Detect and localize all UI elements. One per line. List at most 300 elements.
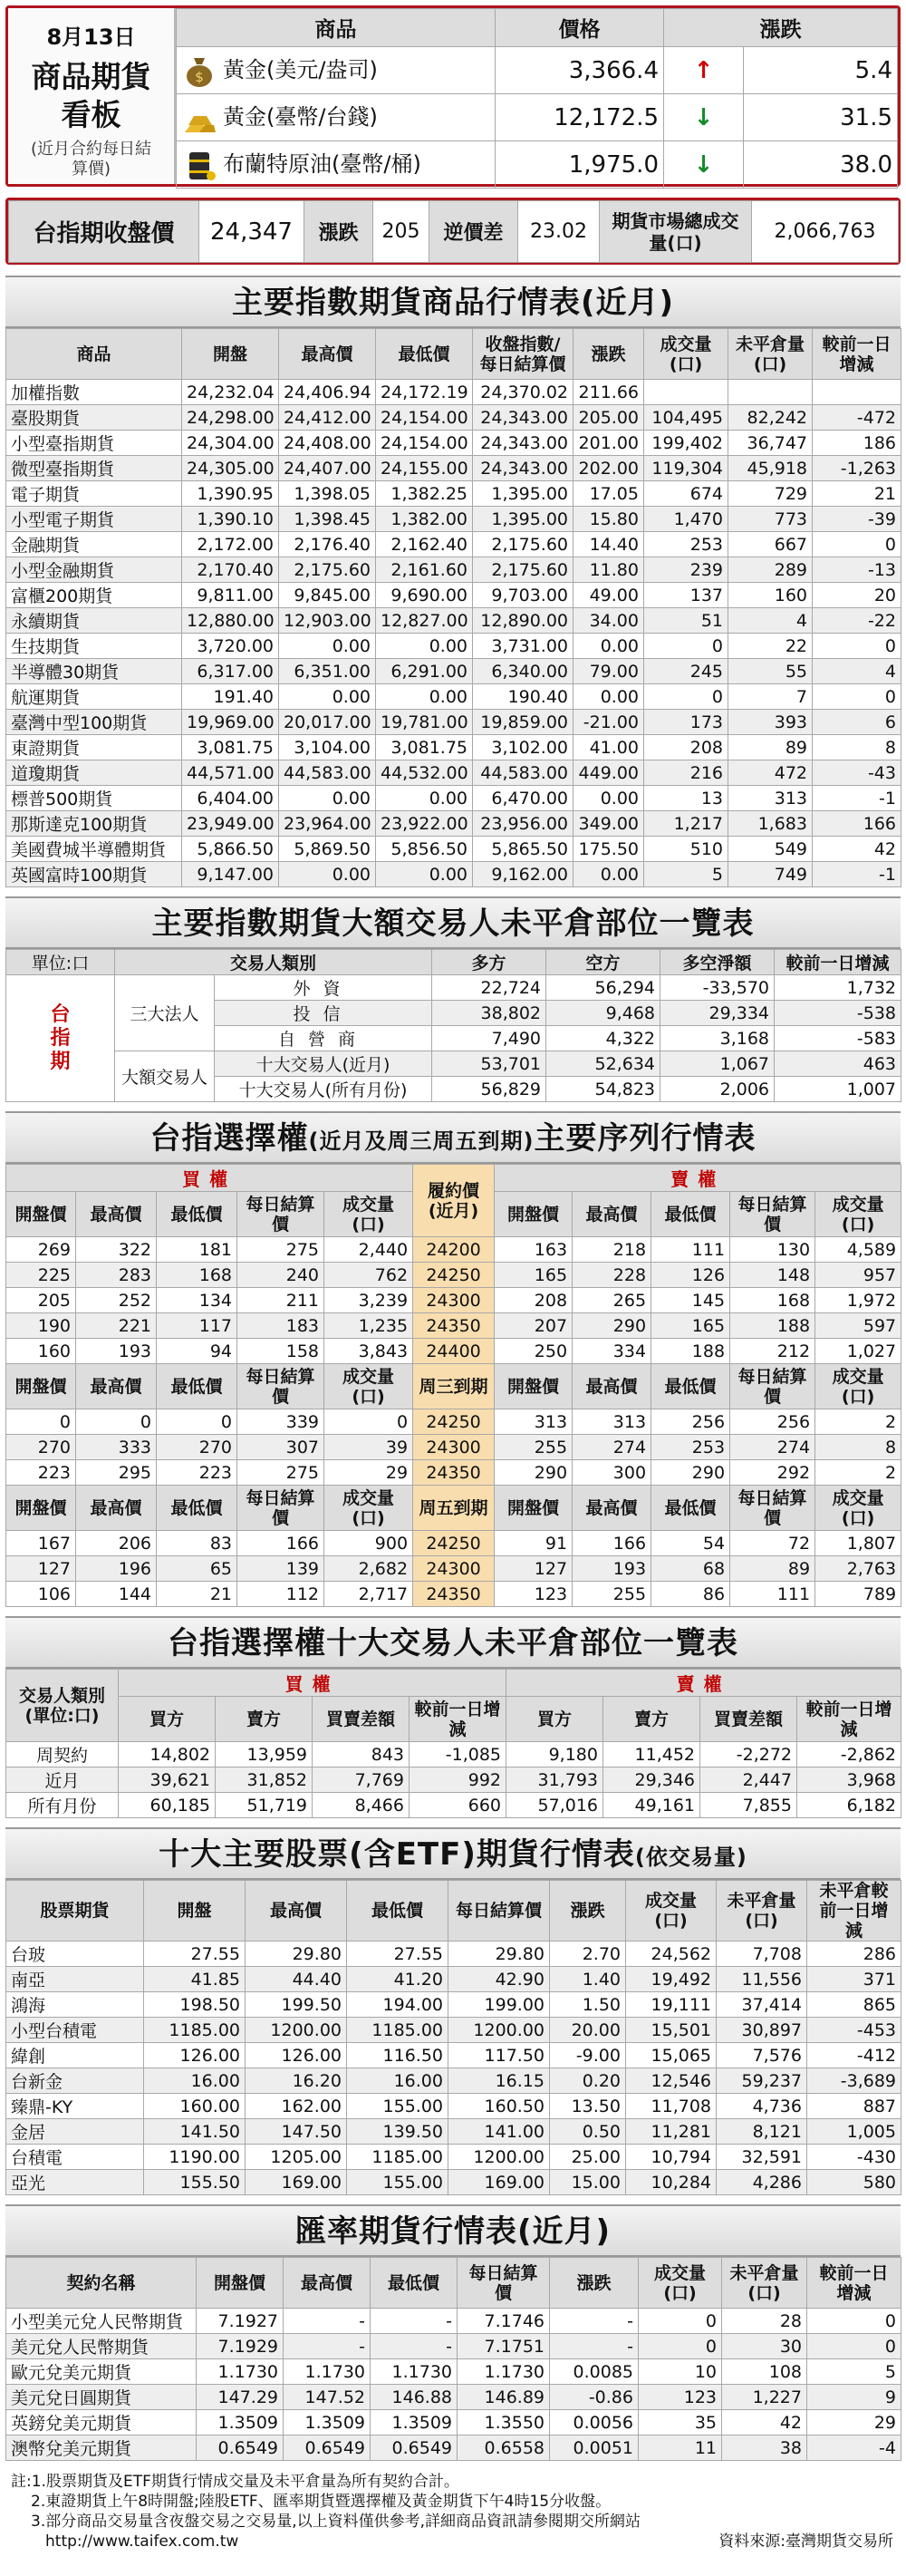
cell-value: 3,081.75 bbox=[182, 735, 279, 760]
col-header: 最低價 bbox=[371, 2258, 458, 2309]
row-label: 美元兌日圓期貨 bbox=[6, 2385, 197, 2410]
cell-value: 16.20 bbox=[246, 2068, 347, 2094]
cell-value: 1200.00 bbox=[448, 2145, 550, 2170]
cell-value: 31,793 bbox=[506, 1767, 603, 1793]
cell-value: 44,583.00 bbox=[473, 760, 573, 786]
cell-value: 4 bbox=[813, 659, 901, 684]
cell-value: 2 bbox=[815, 1460, 901, 1486]
cell-value: 11,452 bbox=[603, 1742, 700, 1767]
cell-value: 580 bbox=[807, 2170, 901, 2195]
cell-value: 29,334 bbox=[660, 1001, 775, 1026]
table-row bbox=[6, 405, 901, 431]
cell-value: 9,147.00 bbox=[182, 862, 279, 887]
col-header: 較前一日增減 bbox=[813, 329, 901, 380]
col-header: 每日結算價 bbox=[730, 1486, 815, 1531]
cell-value: 0.00 bbox=[376, 786, 473, 811]
cell-value: 269 bbox=[6, 1237, 76, 1263]
cell-value: 20,017.00 bbox=[279, 710, 376, 735]
svg-text:$: $ bbox=[195, 69, 204, 85]
strike-price: 24300 bbox=[413, 1556, 495, 1582]
cell-value: 4,286 bbox=[717, 2170, 807, 2195]
strike-price: 24300 bbox=[413, 1435, 495, 1460]
row-label: 台積電 bbox=[6, 2145, 144, 2170]
cell-value: -4 bbox=[807, 2436, 901, 2461]
cell-value: 126.00 bbox=[246, 2043, 347, 2068]
col-header: 較前一日增減 bbox=[807, 2258, 901, 2309]
cell-value: 205.00 bbox=[573, 405, 644, 431]
cell-value: 256 bbox=[730, 1409, 815, 1435]
cell-value: 45,918 bbox=[728, 456, 813, 481]
row-label: 富櫃200期貨 bbox=[6, 583, 182, 608]
table-row bbox=[6, 1339, 901, 1364]
row-label: 投信 bbox=[215, 1001, 432, 1026]
cell-value: 12,903.00 bbox=[279, 608, 376, 634]
options-series-table bbox=[5, 1164, 901, 1607]
cell-value: 123 bbox=[639, 2385, 722, 2410]
row-label: 南亞 bbox=[6, 1967, 144, 1992]
table-row bbox=[6, 2145, 901, 2170]
cell-value: 24,305.00 bbox=[182, 456, 279, 481]
expiry-header: 周五到期 bbox=[413, 1486, 495, 1531]
cell-value: 54 bbox=[651, 1531, 730, 1556]
large-trader-futures-title: 主要指數期貨大額交易人未平倉部位一覽表 bbox=[5, 896, 901, 949]
col-header: 每日結算價 bbox=[448, 1881, 550, 1942]
cell-value: 168 bbox=[157, 1263, 237, 1288]
col-header: 收盤指數/每日結算價 bbox=[473, 329, 573, 380]
cell-value: -2,272 bbox=[700, 1742, 797, 1767]
cell-value: 106 bbox=[6, 1582, 76, 1607]
cell-value: 0.00 bbox=[376, 634, 473, 659]
table-row bbox=[6, 760, 901, 786]
cell-value: 510 bbox=[644, 837, 728, 862]
cell-value bbox=[728, 380, 813, 405]
col-header: 賣方 bbox=[216, 1697, 313, 1742]
cell-value: 117.50 bbox=[448, 2043, 550, 2068]
cell-value: 349.00 bbox=[573, 811, 644, 837]
cell-value: -583 bbox=[775, 1026, 901, 1051]
cell-value: 5,866.50 bbox=[182, 837, 279, 862]
table-row bbox=[6, 1237, 901, 1263]
cell-value: 12,546 bbox=[626, 2068, 717, 2094]
cell-value: 79.00 bbox=[573, 659, 644, 684]
index-futures-table bbox=[5, 328, 901, 887]
cell-value: 7.1929 bbox=[197, 2334, 284, 2359]
cell-value: 2,175.60 bbox=[279, 557, 376, 583]
cell-value: 286 bbox=[807, 1942, 901, 1967]
taifex-url: http://www.taifex.com.tw bbox=[45, 2532, 239, 2551]
cell-value: 307 bbox=[237, 1435, 324, 1460]
cell-value: - bbox=[371, 2309, 458, 2334]
cell-value: 1,390.10 bbox=[182, 507, 279, 532]
stock-futures-table bbox=[5, 1880, 901, 2195]
cell-value: 111 bbox=[730, 1582, 815, 1607]
cell-value: -1,263 bbox=[813, 456, 901, 481]
cell-value: 11,281 bbox=[626, 2119, 717, 2145]
table-row bbox=[6, 811, 901, 837]
cell-value: 773 bbox=[728, 507, 813, 532]
cell-value: 1,398.05 bbox=[279, 481, 376, 507]
cell-value: 0 bbox=[813, 684, 901, 710]
cell-value: 10,794 bbox=[626, 2145, 717, 2170]
cell-value: 0.0056 bbox=[550, 2410, 639, 2436]
row-label: 美國費城半導體期貨 bbox=[6, 837, 182, 862]
fx-futures-title: 匯率期貨行情表(近月) bbox=[5, 2204, 901, 2257]
cell-value: 207 bbox=[495, 1313, 573, 1339]
row-label: 永續期貨 bbox=[6, 608, 182, 634]
cell-value: 1,217 bbox=[644, 811, 728, 837]
cell-value: 289 bbox=[728, 557, 813, 583]
cell-value: 148 bbox=[730, 1263, 815, 1288]
cell-value: 199,402 bbox=[644, 431, 728, 456]
cell-value: - bbox=[550, 2309, 639, 2334]
cell-value: 7,769 bbox=[313, 1767, 410, 1793]
gold-bar-icon bbox=[181, 100, 217, 136]
cell-value: 1,398.45 bbox=[279, 507, 376, 532]
cell-value: 295 bbox=[76, 1460, 157, 1486]
cell-value: 20 bbox=[813, 583, 901, 608]
row-label: 微型臺指期貨 bbox=[6, 456, 182, 481]
table-row bbox=[6, 507, 901, 532]
cell-value: 1.50 bbox=[550, 1992, 626, 2018]
col-header: 開盤價 bbox=[495, 1364, 573, 1409]
cell-value: -1 bbox=[813, 862, 901, 887]
arrow-up-icon: ↑ bbox=[664, 47, 744, 94]
cell-value: 9,690.00 bbox=[376, 583, 473, 608]
cell-value: 196 bbox=[76, 1556, 157, 1582]
cell-value: -21.00 bbox=[573, 710, 644, 735]
cell-value: 1.1730 bbox=[371, 2359, 458, 2385]
cell-value: 25.00 bbox=[550, 2145, 626, 2170]
row-label: 澳幣兌美元期貨 bbox=[6, 2436, 197, 2461]
cell-value: 212 bbox=[730, 1339, 815, 1364]
cell-value: 29 bbox=[807, 2410, 901, 2436]
cell-value: 1,807 bbox=[815, 1531, 901, 1556]
table-row bbox=[6, 2119, 901, 2145]
commodity-change: 38.0 bbox=[744, 141, 898, 189]
cell-value: 59,237 bbox=[717, 2068, 807, 2094]
cell-value: 2,175.60 bbox=[473, 557, 573, 583]
col-header: 未平倉量(口) bbox=[728, 329, 813, 380]
row-label: 外資 bbox=[215, 975, 432, 1001]
cell-value: 1,007 bbox=[775, 1077, 901, 1102]
group-label: 大額交易人 bbox=[115, 1051, 215, 1102]
cell-value: 37,414 bbox=[717, 1992, 807, 2018]
cell-value: 86 bbox=[651, 1582, 730, 1607]
cell-value: 13.50 bbox=[550, 2094, 626, 2119]
cell-value: 21 bbox=[813, 481, 901, 507]
row-label: 亞光 bbox=[6, 2170, 144, 2195]
cell-value: 34.00 bbox=[573, 608, 644, 634]
cell-value: 0.6549 bbox=[284, 2436, 371, 2461]
cell-value: 24,343.00 bbox=[473, 405, 573, 431]
cell-value: 11 bbox=[639, 2436, 722, 2461]
cell-value: 2,717 bbox=[324, 1582, 413, 1607]
cell-value: 255 bbox=[495, 1435, 573, 1460]
row-label: 歐元兌美元期貨 bbox=[6, 2359, 197, 2385]
cell-value: 42.90 bbox=[448, 1967, 550, 1992]
cell-value: 17.05 bbox=[573, 481, 644, 507]
cell-value: 0 bbox=[644, 634, 728, 659]
cell-value: 29 bbox=[324, 1460, 413, 1486]
options-title-main: 台指選擇權 bbox=[149, 1120, 309, 1157]
cell-value: -43 bbox=[813, 760, 901, 786]
cell-value: -13 bbox=[813, 557, 901, 583]
cell-value: 5 bbox=[807, 2359, 901, 2385]
cell-value: 957 bbox=[815, 1263, 901, 1288]
table-row bbox=[6, 1742, 901, 1767]
cell-value: 5,865.50 bbox=[473, 837, 573, 862]
cell-value: 27.55 bbox=[144, 1942, 246, 1967]
options-large-trader-title: 台指選擇權十大交易人未平倉部位一覽表 bbox=[5, 1616, 901, 1669]
cell-value: 0.00 bbox=[279, 786, 376, 811]
table-row bbox=[6, 1992, 901, 2018]
col-header: 漲跌 bbox=[573, 329, 644, 380]
cell-value: 15.80 bbox=[573, 507, 644, 532]
stock-title-main: 十大主要股票(含ETF)期貨行情表 bbox=[159, 1836, 635, 1873]
cell-value: 252 bbox=[76, 1288, 157, 1313]
cell-value: 228 bbox=[573, 1263, 651, 1288]
col-header: 開盤 bbox=[182, 329, 279, 380]
cell-value: -9.00 bbox=[550, 2043, 626, 2068]
table-row bbox=[6, 862, 901, 887]
cell-value: 2,447 bbox=[700, 1767, 797, 1793]
col-header: 股票期貨 bbox=[6, 1881, 144, 1942]
cell-value: 19,969.00 bbox=[182, 710, 279, 735]
cell-value: 6,470.00 bbox=[473, 786, 573, 811]
table-row bbox=[6, 1313, 901, 1339]
options-title-note: (近月及周三周五到期) bbox=[308, 1128, 535, 1154]
col-header: 成交量(口) bbox=[626, 1881, 717, 1942]
strike-price: 24250 bbox=[413, 1531, 495, 1556]
cell-value: 2,440 bbox=[324, 1237, 413, 1263]
table-row bbox=[6, 1942, 901, 1967]
col-header: 賣方 bbox=[603, 1697, 700, 1742]
cell-value: 762 bbox=[324, 1263, 413, 1288]
cell-value: 22,724 bbox=[432, 975, 546, 1001]
cell-value: 0 bbox=[6, 1409, 76, 1435]
cell-value: 275 bbox=[237, 1460, 324, 1486]
col-header: 每日結算價 bbox=[237, 1364, 324, 1409]
cell-value: 0.20 bbox=[550, 2068, 626, 2094]
cell-value: - bbox=[371, 2334, 458, 2359]
cell-value: 333 bbox=[76, 1435, 157, 1460]
cell-value: 597 bbox=[815, 1313, 901, 1339]
cell-value: 193 bbox=[76, 1339, 157, 1364]
col-header: 成交量(口) bbox=[815, 1364, 901, 1409]
row-label: 小型臺指期貨 bbox=[6, 431, 182, 456]
col-header: 成交量(口) bbox=[324, 1486, 413, 1531]
footnote-2: 2.東證期貨上午8時開盤;陸股ETF、匯率期貨暨選擇權及黃金期貨下午4時15分收盤。 bbox=[31, 2493, 612, 2511]
data-source: 資料來源:臺灣期貨交易所 bbox=[718, 2532, 893, 2551]
cell-value: -1,085 bbox=[410, 1742, 506, 1767]
cell-value: -412 bbox=[807, 2043, 901, 2068]
footnotes bbox=[5, 2472, 901, 2552]
cell-value: 549 bbox=[728, 837, 813, 862]
row-label: 美元兌人民幣期貨 bbox=[6, 2334, 197, 2359]
cell-value: 9,811.00 bbox=[182, 583, 279, 608]
row-label: 電子期貨 bbox=[6, 481, 182, 507]
col-header: 最高價 bbox=[573, 1192, 651, 1237]
cell-value: 253 bbox=[644, 532, 728, 557]
cell-value: 1,382.25 bbox=[376, 481, 473, 507]
cell-value: 275 bbox=[237, 1237, 324, 1263]
cell-value: 198.50 bbox=[144, 1992, 246, 2018]
strike-price: 24350 bbox=[413, 1313, 495, 1339]
cell-value: 992 bbox=[410, 1767, 506, 1793]
cell-value: 53,701 bbox=[432, 1051, 546, 1077]
cell-value: 24,562 bbox=[626, 1942, 717, 1967]
cell-value: 28 bbox=[722, 2309, 807, 2334]
cell-value: 300 bbox=[573, 1460, 651, 1486]
cell-value: 9,845.00 bbox=[279, 583, 376, 608]
cell-value: 19,111 bbox=[626, 1992, 717, 2018]
cell-value: 339 bbox=[237, 1409, 324, 1435]
col-long: 多方 bbox=[432, 950, 546, 975]
cell-value: 155.50 bbox=[144, 2170, 246, 2195]
row-label: 標普500期貨 bbox=[6, 786, 182, 811]
row-label: 生技期貨 bbox=[6, 634, 182, 659]
commodity-price: 3,366.4 bbox=[496, 47, 664, 94]
commodity-table bbox=[176, 8, 898, 189]
footnote-3: 3.部分商品交易量含夜盤交易之交易量,以上資料僅供參考,詳細商品資訊請參閱期交所網站 bbox=[31, 2513, 641, 2531]
cell-value: 674 bbox=[644, 481, 728, 507]
cell-value: 166 bbox=[573, 1531, 651, 1556]
cell-value: 29.80 bbox=[448, 1942, 550, 1967]
cell-value: 292 bbox=[730, 1460, 815, 1486]
cell-value: 3,104.00 bbox=[279, 735, 376, 760]
col-header: 漲跌 bbox=[550, 1881, 626, 1942]
row-label: 東證期貨 bbox=[6, 735, 182, 760]
cell-value: 1,005 bbox=[807, 2119, 901, 2145]
cell-value: 134 bbox=[157, 1288, 237, 1313]
cell-value: 2,176.40 bbox=[279, 532, 376, 557]
cell-value: 0.00 bbox=[573, 786, 644, 811]
cell-value: 8,121 bbox=[717, 2119, 807, 2145]
cell-value: 1205.00 bbox=[246, 2145, 347, 2170]
row-label: 小型金融期貨 bbox=[6, 557, 182, 583]
board-title: 商品期貨看板 bbox=[31, 59, 151, 132]
cell-value: 24,304.00 bbox=[182, 431, 279, 456]
cell-value: 729 bbox=[728, 481, 813, 507]
table-row bbox=[6, 2094, 901, 2119]
cell-value: 117 bbox=[157, 1313, 237, 1339]
large-trader-futures-table bbox=[5, 949, 901, 1102]
col-header: 每日結算價 bbox=[237, 1486, 324, 1531]
cell-value: 15,501 bbox=[626, 2018, 717, 2043]
cell-value: 24,154.00 bbox=[376, 431, 473, 456]
footnote-1: 註:1.股票期貨及ETF期貨行情成交量及未平倉量為所有契約合計。 bbox=[11, 2473, 459, 2491]
col-header: 最低價 bbox=[157, 1192, 237, 1237]
table-row bbox=[6, 1435, 901, 1460]
col-header: 最低價 bbox=[651, 1364, 730, 1409]
cell-value: 2.70 bbox=[550, 1942, 626, 1967]
cell-value: 126.00 bbox=[144, 2043, 246, 2068]
col-header: 最高價 bbox=[76, 1192, 157, 1237]
cell-value: 44,583.00 bbox=[279, 760, 376, 786]
cell-value: 27.55 bbox=[347, 1942, 448, 1967]
commodity-price: 12,172.5 bbox=[496, 94, 664, 141]
cell-value: -538 bbox=[775, 1001, 901, 1026]
cell-value: 137 bbox=[644, 583, 728, 608]
cell-value: 270 bbox=[6, 1435, 76, 1460]
cell-value: 1.1730 bbox=[197, 2359, 284, 2385]
cell-value: -2,862 bbox=[797, 1742, 901, 1767]
col-commodity: 商品 bbox=[177, 9, 496, 47]
cell-value bbox=[813, 380, 901, 405]
row-label: 加權指數 bbox=[6, 380, 182, 405]
cell-value: 221 bbox=[76, 1313, 157, 1339]
cell-value: 0.6558 bbox=[458, 2436, 550, 2461]
row-label: 金融期貨 bbox=[6, 532, 182, 557]
cell-value: 1,227 bbox=[722, 2385, 807, 2410]
cell-value: 130 bbox=[730, 1237, 815, 1263]
cell-value: 2,162.40 bbox=[376, 532, 473, 557]
cell-value: 7 bbox=[728, 684, 813, 710]
commodity-price: 1,975.0 bbox=[496, 141, 664, 189]
cell-value: 6 bbox=[813, 710, 901, 735]
cell-value: 0 bbox=[813, 532, 901, 557]
cell-value: 23,949.00 bbox=[182, 811, 279, 837]
cell-value: 7,708 bbox=[717, 1942, 807, 1967]
cell-value: 0.6549 bbox=[371, 2436, 458, 2461]
cell-value: 4,589 bbox=[815, 1237, 901, 1263]
oil-barrel-icon bbox=[181, 147, 217, 183]
col-header: 開盤價 bbox=[6, 1486, 76, 1531]
cell-value: 24,154.00 bbox=[376, 405, 473, 431]
col-change: 較前一日增減 bbox=[775, 950, 901, 975]
cell-value: 240 bbox=[237, 1263, 324, 1288]
col-header: 每日結算價 bbox=[458, 2258, 550, 2309]
table-row bbox=[6, 659, 901, 684]
cell-value: 290 bbox=[573, 1313, 651, 1339]
cell-value: 188 bbox=[651, 1339, 730, 1364]
cell-value: 68 bbox=[651, 1556, 730, 1582]
col-short: 空方 bbox=[546, 950, 660, 975]
row-label: 台玻 bbox=[6, 1942, 144, 1967]
cell-value: 239 bbox=[644, 557, 728, 583]
cell-value: 51 bbox=[644, 608, 728, 634]
commodity-name: 黃金(臺幣/台錢) bbox=[223, 104, 378, 130]
cell-value: 900 bbox=[324, 1531, 413, 1556]
commodity-name: 黃金(美元/盎司) bbox=[223, 57, 378, 82]
stock-title-note: (依交易量) bbox=[634, 1845, 747, 1870]
col-header: 最低價 bbox=[651, 1486, 730, 1531]
cell-value: 49.00 bbox=[573, 583, 644, 608]
row-label: 道瓊期貨 bbox=[6, 760, 182, 786]
call-header: 買權 bbox=[6, 1165, 413, 1192]
cell-value: 6,317.00 bbox=[182, 659, 279, 684]
table-row bbox=[6, 1051, 901, 1077]
cell-value: -453 bbox=[807, 2018, 901, 2043]
options-series-title bbox=[5, 1111, 901, 1164]
cell-value: 313 bbox=[495, 1409, 573, 1435]
cell-value: 7.1751 bbox=[458, 2334, 550, 2359]
cell-value: 3,968 bbox=[797, 1767, 901, 1793]
cell-value: 36,747 bbox=[728, 431, 813, 456]
cell-value: 9,468 bbox=[546, 1001, 660, 1026]
col-header: 成交量(口) bbox=[815, 1486, 901, 1531]
commodity-board bbox=[5, 5, 901, 187]
col-header: 未平倉較前一日增減 bbox=[807, 1881, 901, 1942]
cell-value: 3,720.00 bbox=[182, 634, 279, 659]
cell-value: 202.00 bbox=[573, 456, 644, 481]
expiry-header: 周三到期 bbox=[413, 1364, 495, 1409]
cell-value: 8 bbox=[813, 735, 901, 760]
cell-value: 0.00 bbox=[376, 684, 473, 710]
cell-value: 12,827.00 bbox=[376, 608, 473, 634]
commodity-change: 31.5 bbox=[744, 94, 898, 141]
cell-value: 16.15 bbox=[448, 2068, 550, 2094]
